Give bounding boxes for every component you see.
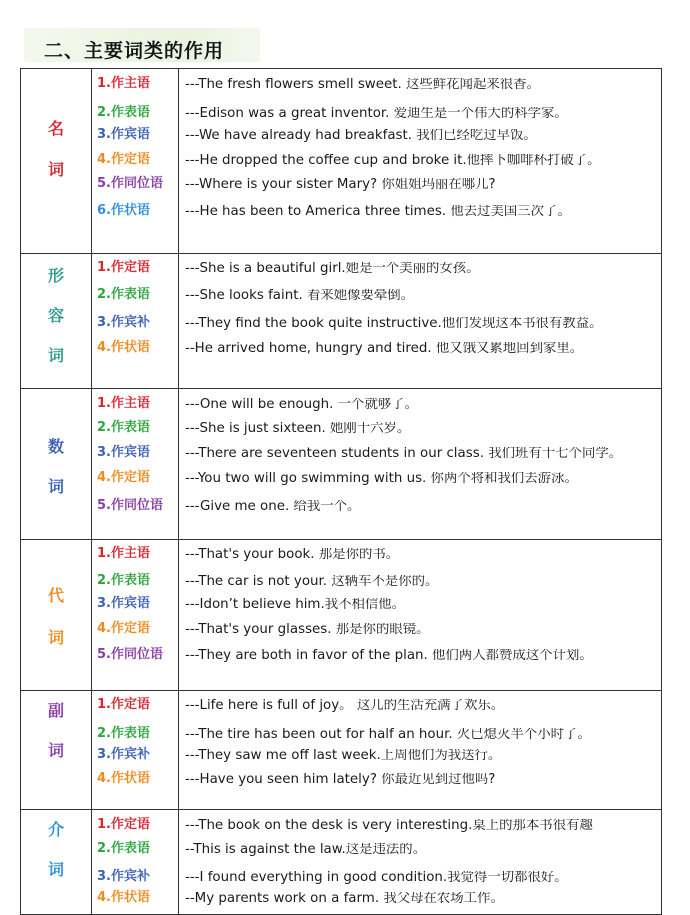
example-sentence: ---They find the book quite instructive.他们发现这本书很有教益。 xyxy=(185,317,603,331)
function-label: 5.作同位语 xyxy=(97,176,163,191)
function-cell xyxy=(92,69,179,254)
category-char: 词 xyxy=(47,741,64,760)
category-char: 容 xyxy=(47,306,64,325)
example-sentence: ---The fresh flowers smell sweet. 这些鲜花闻起来很香。 xyxy=(185,78,540,92)
example-sentence: ---There are seventeen students in our class. 我们班有十七个同学。 xyxy=(185,447,623,461)
category-char: 词 xyxy=(47,477,64,496)
example-sentence: ---One will be enough. 一个就够了。 xyxy=(185,398,419,412)
example-sentence: ---The car is not your. 这辆车不是你的。 xyxy=(185,575,439,589)
function-label: 4.作状语 xyxy=(97,340,150,355)
function-cell xyxy=(92,540,179,691)
example-sentence: ---He dropped the coffee cup and broke it.他摔下咖啡杯打破了。 xyxy=(185,154,601,168)
function-label: 5.作同位语 xyxy=(97,498,163,513)
example-sentence: --This is against the law.这是违法的。 xyxy=(185,843,427,857)
category-cell xyxy=(21,389,92,540)
category-char: 副 xyxy=(47,701,64,720)
example-cell xyxy=(179,691,662,810)
example-sentence: ---He has been to America three times. 他去过美国三次了。 xyxy=(185,205,571,219)
example-cell xyxy=(179,389,662,540)
function-label: 2.作表语 xyxy=(97,726,150,741)
category-char: 词 xyxy=(47,628,64,647)
category-char: 形 xyxy=(47,266,64,285)
example-sentence: ---The tire has been out for half an hour. 火已熄灭半个小时了。 xyxy=(185,728,591,742)
example-sentence: --My parents work on a farm. 我父母在农场工作。 xyxy=(185,892,504,906)
function-label: 4.作状语 xyxy=(97,890,150,905)
function-cell xyxy=(92,389,179,540)
example-sentence: ---We have already had breakfast. 我们已经吃过早饭。 xyxy=(185,129,537,143)
example-sentence: ---She looks faint. 看来她像要晕倒。 xyxy=(185,289,415,303)
example-cell xyxy=(179,540,662,691)
example-sentence: ---She is a beautiful girl.她是一个美丽的女孩。 xyxy=(185,262,480,276)
example-cell xyxy=(179,254,662,389)
function-label: 1.作定语 xyxy=(97,260,150,275)
page-title: 二、主要词类的作用 xyxy=(44,40,225,62)
example-sentence: ---Give me one. 给我一个。 xyxy=(185,500,361,514)
example-sentence: ---Life here is full of joy。 这儿的生活充满了欢乐。 xyxy=(185,699,505,713)
function-label: 4.作状语 xyxy=(97,771,150,786)
function-label: 3.作宾语 xyxy=(97,127,150,142)
example-sentence: ---Have you seen him lately? 你最近见到过他吗? xyxy=(185,773,496,787)
example-sentence: ---You two will go swimming with us. 你两个将和我们去游泳。 xyxy=(185,472,578,486)
category-char: 词 xyxy=(47,160,64,179)
word-class-section xyxy=(21,810,662,915)
example-sentence: ---Edison was a great inventor. 爱迪生是一个伟大的科学家。 xyxy=(185,107,568,121)
category-char: 名 xyxy=(47,119,64,138)
function-label: 2.作表语 xyxy=(97,841,150,856)
function-label: 4.作定语 xyxy=(97,470,150,485)
example-sentence: ---The book on the desk is very interesting.桌上的那本书很有趣 xyxy=(185,819,593,833)
word-class-section xyxy=(21,540,662,691)
example-sentence: ---That's your glasses. 那是你的眼镜。 xyxy=(185,623,430,637)
function-label: 3.作宾补 xyxy=(97,869,150,884)
function-label: 1.作定语 xyxy=(97,817,150,832)
function-label: 3.作宾补 xyxy=(97,747,150,762)
category-char: 代 xyxy=(47,586,64,605)
function-label: 3.作宾语 xyxy=(97,596,150,611)
category-char: 数 xyxy=(47,437,64,456)
category-char: 词 xyxy=(47,346,64,365)
function-label: 3.作宾补 xyxy=(97,315,150,330)
function-label: 2.作表语 xyxy=(97,573,150,588)
function-label: 1.作主语 xyxy=(97,546,150,561)
function-label: 4.作定语 xyxy=(97,621,150,636)
example-sentence: ---That's your book. 那是你的书。 xyxy=(185,548,400,562)
function-cell xyxy=(92,691,179,810)
word-class-section xyxy=(21,389,662,540)
function-label: 2.作表语 xyxy=(97,105,150,120)
example-sentence: ---Idon’t believe him.我不相信他。 xyxy=(185,598,406,612)
example-sentence: ---Where is your sister Mary? 你姐姐玛丽在哪儿? xyxy=(185,178,496,192)
example-sentence: ---They are both in favor of the plan. 他们两人都赞成这个计划。 xyxy=(185,649,593,663)
word-class-table xyxy=(20,68,662,915)
function-label: 3.作宾语 xyxy=(97,445,150,460)
function-label: 4.作定语 xyxy=(97,152,150,167)
category-cell xyxy=(21,810,92,915)
function-label: 2.作表语 xyxy=(97,420,150,435)
category-char: 词 xyxy=(47,860,64,879)
example-cell xyxy=(179,69,662,254)
category-cell xyxy=(21,691,92,810)
word-class-section xyxy=(21,254,662,389)
function-label: 1.作主语 xyxy=(97,396,150,411)
function-label: 2.作表语 xyxy=(97,287,150,302)
example-sentence: ---They saw me off last week.上周他们为我送行。 xyxy=(185,749,502,763)
example-sentence: --He arrived home, hungry and tired. 他又饿又累地回到家里。 xyxy=(185,342,584,356)
example-sentence: ---She is just sixteen. 她刚十六岁。 xyxy=(185,422,411,436)
word-class-section xyxy=(21,69,662,254)
category-char: 介 xyxy=(47,820,64,839)
function-cell xyxy=(92,254,179,389)
category-cell xyxy=(21,254,92,389)
word-class-section xyxy=(21,691,662,810)
function-label: 1.作定语 xyxy=(97,697,150,712)
function-label: 1.作主语 xyxy=(97,76,150,91)
function-cell xyxy=(92,810,179,915)
function-label: 5.作同位语 xyxy=(97,647,163,662)
category-cell xyxy=(21,69,92,254)
example-sentence: ---I found everything in good condition.我觉得一切都很好。 xyxy=(185,871,568,885)
category-cell xyxy=(21,540,92,691)
function-label: 6.作状语 xyxy=(97,203,150,218)
example-cell xyxy=(179,810,662,915)
